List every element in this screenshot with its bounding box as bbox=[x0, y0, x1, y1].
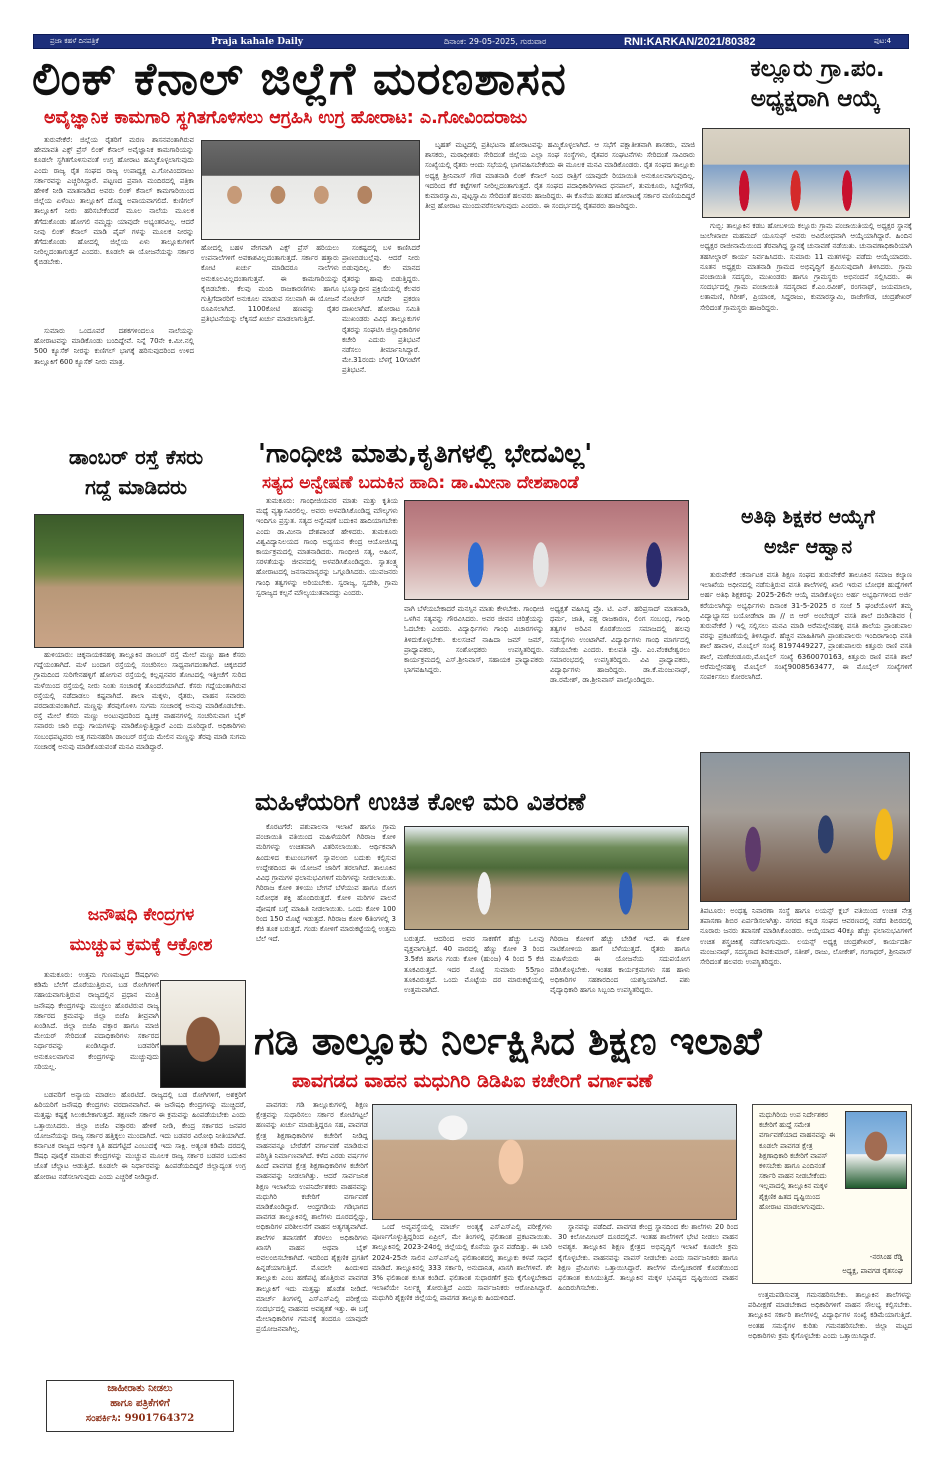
story8-col1-text: ಪಾವಗಡ: ಗಡಿ ತಾಲ್ಲೂಕುಗಳಲ್ಲಿ ಶಿಕ್ಷಣ ಕ್ಷೇತ್ರವನ್ನು ಸುಧಾರಿಸಲು ಸರ್ಕಾರ ಕೋಟಿಗಟ್ಟಲೆ ಹಣವನ್ನು ಖರ್ಚು ಮಾಡುತ್ತಿದ್ದರೂ ಸಹ, ಪಾವಗಡ ಕ್ಷೇತ್ರ ಶಿಕ್ಷಣಾಧಿಕಾರಿಗಳ ಕಚೇರಿಗೆ ನೀಡಿದ್ದ ವಾಹನವನ್ನೂ ಬೇರೆಡೆಗೆ ವರ್ಗಾವಣೆ ಮಾಡಿರುವ ಪರಿಸ್ಥಿತಿ ನಿರ್ಮಾಣವಾಗಿದೆ. ಕಳೆದ ಎರಡು ವರ್ಷಗಳ ಹಿಂದೆ ಪಾವಗಡ ಕ್ಷೇತ್ರ ಶಿಕ್ಷಣಾಧಿಕಾರಿಗಳ ಕಚೇರಿಗೆ ವಾಹನವನ್ನು ನೀಡಲಾಗಿತ್ತು. ಆದರೆ ಸಾರ್ವಜನಿಕ ಶಿಕ್ಷಣ ಇಲಾಖೆಯ ಉಪನಿರ್ದೇಶಕರು ವಾಹನವನ್ನು ಮಧುಗಿರಿ ಕಚೇರಿಗೆ ವರ್ಗಾವಣೆ ಮಾಡಿಕೊಂಡಿದ್ದಾರೆ. ಆಂಧ್ರಗಡಿಯ ಗಡಿಭಾಗದ ಪಾವಗಡ ತಾಲ್ಲೂಕಿನಲ್ಲಿ ಶಾಲೆಗಳು ದೂರದಲ್ಲಿದ್ದು, ಅಧಿಕಾರಿಗಳ ಪರಿಶೀಲನೆಗೆ ವಾಹನ ಅತ್ಯಗತ್ಯವಾಗಿದೆ. ಶಾಲೆಗಳ ತಪಾಸಣೆಗೆ ತೆರಳಲು ಅಧಿಕಾರಿಗಳು ಖಾಸಗಿ ವಾಹನ ಅಥವಾ ಬೈಕ್ ಅವಲಂಬಿಸಬೇಕಾಗಿದೆ. ಇದರಿಂದ ಶೈಕ್ಷಣಿಕ ಪ್ರಗತಿಗೆ ಹಿನ್ನಡೆಯಾಗುತ್ತಿದೆ. ಮೊದಲೇ ಹಿಂದುಳಿದ ತಾಲ್ಲೂಕು ಎಂಬ ಹಣೆಪಟ್ಟಿ ಹೊತ್ತಿರುವ ಪಾವಗಡ ತಾಲ್ಲೂಕಿಗೆ ಇದು ಮತ್ತಷ್ಟು ಹೊಡೆತ ನೀಡಿದೆ. ಮಾರ್ಚ್ ತಿಂಗಳಲ್ಲಿ ಎಸ್ಎಸ್ಎಲ್ಸಿ ಪರೀಕ್ಷೆಯ ಸಂದರ್ಭದಲ್ಲಿ ವಾಹನದ ಅವಶ್ಯಕತೆ ಇತ್ತು. ಈ ಬಗ್ಗೆ ಮೇಲಾಧಿಕಾರಿಗಳ ಗಮನಕ್ಕೆ ತಂದರೂ ಯಾವುದೇ ಪ್ರಯೋಜನವಾಗಿಲ್ಲ. bbox=[256, 1101, 368, 1334]
story1-column-1b bbox=[34, 326, 194, 431]
paper-name-english: Praja kahale Daily bbox=[211, 36, 303, 47]
story6-col1-text: ಕೊರಟಗೆರೆ: ಪಶುಪಾಲನಾ ಇಲಾಖೆ ಹಾಗೂ ಗ್ರಾಮ ಪಂಚಾಯಿತಿ ವತಿಯಿಂದ ಮಹಿಳೆಯರಿಗೆ ಗಿರಿರಾಜ ಕೋಳಿ ಮರಿಗಳನ್ನು ಉಚಿತವಾಗಿ ವಿತರಿಸಲಾಯಿತು. ಆರ್ಥಿಕವಾಗಿ ಹಿಂದುಳಿದ ಕುಟುಂಬಗಳಿಗೆ ಸ್ವಾವಲಂಬಿ ಬದುಕು ಕಲ್ಪಿಸುವ ಉದ್ದೇಶದಿಂದ ಈ ಯೋಜನೆ ಜಾರಿಗೆ ತರಲಾಗಿದೆ. ತಾಲೂಕಿನ ವಿವಿಧ ಗ್ರಾಮಗಳ ಫಲಾನುಭವಿಗಳಿಗೆ ಮರಿಗಳನ್ನು ನೀಡಲಾಯಿತು. ಗಿರಿರಾಜ ಕೋಳಿ ತಳಿಯು ಬೇಗನೆ ಬೆಳೆಯುವ ಹಾಗೂ ರೋಗ ನಿರೋಧಕ ಶಕ್ತಿ ಹೊಂದಿರುತ್ತದೆ. ಕೋಳಿ ಮರಿಗಳ ಪಾಲನೆ ಪೋಷಣೆ ಬಗ್ಗೆ ಮಾಹಿತಿ ನೀಡಲಾಯಿತು. ಒಂದು ಕೋಳಿ 100 ರಿಂದ 150 ಮೊಟ್ಟೆ ಇಡುತ್ತದೆ. ಗಿರಿರಾಜ ಕೋಳಿ 6ತಿಂಗಳಲ್ಲಿ 3 ಕೆಜಿ ತೂಕ ಬರುತ್ತದೆ. ಗಂಡು ಕೋಳಿಗೆ ಮಾರುಕಟ್ಟೆಯಲ್ಲಿ ಉತ್ತಮ ಬೆಲೆ ಇದೆ. bbox=[256, 823, 396, 944]
story1-column-3 bbox=[342, 243, 420, 431]
story4-caption-left-text: ವಾಗಿ ಬೆಳೆಯಬೇಕಾದರೆ ಮನಸ್ಸಿನ ಮಾತು ಕೇಳಬೇಕು. ಗಾಂಧೀಜಿ ಒಳಗಿನ ಸತ್ಯವನ್ನು ಗೌರವಿಸಿದರು. ಅವರ ಜೀವನ ಚರಿತ್ರೆಯನ್ನು ಓದಬೇಕು ಎಂದರು. ವಿದ್ಯಾರ್ಥಿಗಳು ಗಾಂಧಿ ವಿಚಾರಗಳನ್ನು ತಿಳಿದುಕೊಳ್ಳಬೇಕು. ಕುಲಸಚಿವೆ ನಾಹಿದಾ ಜಮ್ ಜಮ್, ಪ್ರಾಧ್ಯಾಪಕರು, ಸಂಶೋಧಕರು ಉಪಸ್ಥಿತರಿದ್ದರು. ಕಾರ್ಯಕ್ರಮದಲ್ಲಿ ಎಸ್.ಶ್ರೀನಿವಾಸ್, ಸಹಾಯಕ ಪ್ರಾಧ್ಯಾಪಕರು ಭಾಗವಹಿಸಿದ್ದರು. bbox=[404, 605, 544, 675]
story1-caption-text: ಹೋದಲ್ಲಿ ಬಹಳ ವೇಗವಾಗಿ ಎಕ್ಸ್ ಪ್ರೆಸ್ ಹರಿಯಲು ಉಪನಾಲೆಗಳಿಗೆ ಅವಕಾಶವಿಲ್ಲದಂತಾಗುತ್ತದೆ. ಸರ್ಕಾರ ಹತ್ತಾರು ಕೋಟಿ ಖರ್ಚು ಮಾಡಿದರೂ ನಾಲೆಗಳು ಅನುಕೂಲವಿಲ್ಲದಂತಾಗುತ್ತವೆ. ಈ ಕಾಮಗಾರಿಯನ್ನು ಕೈಬಿಡಬೇಕು. ಕೆಲವು ಮಂದಿ ರಾಜಕಾರಣಿಗಳು ಹಾಗೂ ಗುತ್ತಿಗೆದಾರರಿಗೆ ಅನುಕೂಲ ಮಾಡುವ ಸಲುವಾಗಿ ಈ ಯೋಜನೆ ರೂಪಿಸಲಾಗಿದೆ. 1100ಕೋಟಿ ಹಣವನ್ನು ರೈತರ ಪ್ರತಿಭಟನೆಯನ್ನು ಲೆಕ್ಕಿಸದೆ ಖರ್ಚು ಮಾಡಲಾಗುತ್ತಿದೆ. bbox=[201, 244, 339, 324]
story8-headline: ಗಡಿ ತಾಲ್ಲೂಕು ನಿರ್ಲಕ್ಷಿಸಿದ ಶಿಕ್ಷಣ ಇಲಾಖೆ bbox=[254, 1019, 762, 1063]
protest-group-photo bbox=[201, 140, 420, 240]
quote-box bbox=[752, 1104, 912, 1284]
story7-headline-line1: ಜನೌಷಧಿ ಕೇಂದ್ರಗಳ bbox=[87, 905, 195, 925]
story1-photo-caption bbox=[201, 243, 339, 431]
story5-headline-line1: ಅತಿಥಿ ಶಿಕ್ಷಕರ ಆಯ್ಕೆಗೆ bbox=[741, 506, 875, 528]
story4-col1-text: ತುಮಕೂರು: ಗಾಂಧೀಜಿಯವರ ಮಾತು ಮತ್ತು ಕೃತಿಯ ಮಧ್ಯೆ ವ್ಯತ್ಯಾಸವಿರಲಿಲ್ಲ. ಅವರು ಅಳವಡಿಸಿಕೊಂಡಿದ್ದ ಮೌಲ್ಯಗಳು ಇಂದಿಗೂ ಪ್ರಸ್ತುತ. ಸತ್ಯದ ಅನ್ವೇಷಣೆ ಬದುಕಿನ ಹಾದಿಯಾಗಬೇಕು ಎಂದು ಡಾ.ಮೀನಾ ದೇಶಪಾಂಡೆ ಹೇಳಿದರು. ತುಮಕೂರು ವಿಶ್ವವಿದ್ಯಾನಿಲಯದ ಗಾಂಧಿ ಅಧ್ಯಯನ ಕೇಂದ್ರ ಆಯೋಜಿಸಿದ್ದ ಕಾರ್ಯಕ್ರಮದಲ್ಲಿ ಮಾತನಾಡಿದರು. ಗಾಂಧೀಜಿ ಸತ್ಯ, ಅಹಿಂಸೆ, ಸರಳತೆಯನ್ನು ಜೀವನದಲ್ಲಿ ಅಳವಡಿಸಿಕೊಂಡಿದ್ದರು. ಸ್ವಾತಂತ್ರ್ಯ ಹೋರಾಟದಲ್ಲಿ ಜನಸಾಮಾನ್ಯರನ್ನು ಒಗ್ಗೂಡಿಸಿದರು. ಯುವಜನರು ಗಾಂಧಿ ತತ್ವಗಳನ್ನು ಅರಿಯಬೇಕು. ಸ್ವರಾಜ್ಯ, ಸ್ವದೇಶಿ, ಗ್ರಾಮ ಸ್ವರಾಜ್ಯದ ಕಲ್ಪನೆ ಮೌಲ್ಯಯುತವಾದದ್ದು ಎಂದರು. bbox=[256, 497, 398, 597]
story1-column-1 bbox=[34, 135, 194, 323]
rni-number: RNI:KARKAN/2021/80382 bbox=[624, 35, 756, 48]
politician-portrait bbox=[160, 980, 246, 1088]
story8-column-3 bbox=[558, 1222, 738, 1430]
story5-headline-line2: ಅರ್ಜಿ ಆಹ್ವಾನ bbox=[763, 536, 853, 558]
advertisement-contact-box bbox=[46, 1380, 234, 1432]
story5-caption bbox=[700, 906, 912, 1014]
ad-phone-number[interactable]: 9901764372 bbox=[124, 1413, 195, 1424]
story6-caption-left bbox=[404, 934, 544, 1014]
ad-contact-label: ಸಂಪರ್ಕಿಸಿ: bbox=[85, 1413, 122, 1424]
eye-camp-photo bbox=[700, 752, 910, 902]
story8-column-2 bbox=[372, 1222, 552, 1430]
quote-text-upper bbox=[759, 1110, 843, 1211]
story3-body bbox=[34, 650, 246, 876]
story1-subheadline: ಅವೈಜ್ಞಾನಿಕ ಕಾಮಗಾರಿ ಸ್ಥಗಿತಗೊಳಿಸಲು ಆಗ್ರಹಿಸಿ ಉಗ್ರ ಹೋರಾಟ: ಎ.ಗೋವಿಂದರಾಜು bbox=[44, 108, 528, 128]
quote-author-title: ಅಧ್ಯಕ್ಷ, ಪಾವಗಡ ರೈತಸಂಘ bbox=[842, 1267, 903, 1275]
motorbike-photo bbox=[372, 1104, 737, 1220]
story8-col4-text: ಉತ್ತಮಪಡಿಸುವತ್ತ ಗಮನಹರಿಸಬೇಕು. ತಾಲ್ಲೂಕಿನ ಶಾಲೆಗಳನ್ನು ಪರಿವೀಕ್ಷಣೆ ಮಾಡಬೇಕಾದ ಅಧಿಕಾರಿಗಳಿಗೆ ವಾಹನ ಸೌಲಭ್ಯ ಕಲ್ಪಿಸಬೇಕು. ತಾಲ್ಲೂಕಿನ ಸರ್ಕಾರಿ ಶಾಲೆಗಳಲ್ಲಿ ವಿದ್ಯಾರ್ಥಿಗಳ ಸಂಖ್ಯೆ ಕಡಿಮೆಯಾಗುತ್ತಿದೆ. ಅಂತಹ ಸಮಸ್ಯೆಗಳ ಕುರಿತು ಗಮನಹರಿಸಬೇಕು. ಜಿಲ್ಲಾ ಮಟ್ಟದ ಅಧಿಕಾರಿಗಳು ಕ್ರಮ ಕೈಗೊಳ್ಳಬೇಕು ಎಂದು ಒತ್ತಾಯಿಸಿದ್ದಾರೆ. bbox=[748, 1291, 912, 1340]
quote-author: -ನರಸಿಂಹ ರೆಡ್ಡಿ bbox=[869, 1253, 903, 1261]
masthead-bar bbox=[33, 34, 909, 49]
story1-col1-text: ತುರುವೇಕೆರೆ: ಜಿಲ್ಲೆಯ ರೈತರಿಗೆ ಮರಣ ಶಾಸನವಂತಾಗಿರುವ ಹೇಮಾವತಿ ಎಕ್ಸ್ ಪ್ರೆಸ್ ಲಿಂಕ್ ಕೆನಾಲ್ ಅವೈಜ್ಞಾನಿಕ ಕಾಮಗಾರಿಯನ್ನು ಕೂಡಲೇ ಸ್ಥಗಿತಗೊಳಿಸುವಂತೆ ಉಗ್ರ ಹೋರಾಟ ಹಮ್ಮಿಕೊಳ್ಳಲಾಗುವುದು ಎಂದು ರಾಜ್ಯ ರೈತ ಸಂಘದ ರಾಜ್ಯ ಉಪಾಧ್ಯಕ್ಷ ಎ.ಗೋವಿಂದರಾಜು ಸರ್ಕಾರವನ್ನು ಎಚ್ಚರಿಸಿದ್ದಾರೆ. ಪಟ್ಟಣದ ಪ್ರವಾಸಿ ಮಂದಿರದಲ್ಲಿ ಪತ್ರಿಕಾ ಹೇಳಿಕೆ ನೀಡಿ ಮಾತನಾಡಿದ ಅವರು ಲಿಂಕ್ ಕೆನಾಲ್ ಕಾಮಗಾರಿಯಿಂದ ಜಿಲ್ಲೆಯ ಏಳೆಂಟು ತಾಲ್ಲೂಕಿಗೆ ದೊಡ್ಡ ಅಪಾಯವಾಗಲಿದೆ. ಕುಣಿಗಲ್ ತಾಲ್ಲೂಕಿಗೆ ನೀರು ಹರಿಸಬೇಕೆಂದರೆ ಮೂಲ ನಾಲೆಯ ಮೂಲಕ ತೆಗೆದುಕೊಂಡು ಹೋಗಲಿ ನಮ್ಮದ್ದು ಯಾವುದೇ ಅಭ್ಯಂತರವಿಲ್ಲ. ಆದರೆ ನೀವು ಲಿಂಕ್ ಕೆನಾಲ್ ಮಾಡಿ ಪೈಪ್ ಗಳನ್ನು ಮೂಲಕ ನೀರನ್ನು ತೆಗೆದುಕೊಂಡು ಹೋದಲ್ಲಿ ಜಿಲ್ಲೆಯ ಏಳು ತಾಲ್ಲೂಕುಗಳಿಗೆ ನೀರಿಲ್ಲದಂತಾಗುತ್ತದೆ ಎಂದರು. ಕೂಡಲೇ ಈ ಯೋಜನೆಯನ್ನು ಸರ್ಕಾರ ಕೈಬಿಡಬೇಕು. bbox=[34, 136, 194, 267]
story4-subheadline: ಸತ್ಯದ ಅನ್ವೇಷಣೆ ಬದುಕಿನ ಹಾದಿ: ಡಾ.ಮೀನಾ ದೇಶಪಾಂಡೆ bbox=[262, 473, 579, 493]
story5-body bbox=[700, 570, 912, 748]
story1-col3-text: ಸಂಕಷ್ಟದಲ್ಲಿ ಬಳ ಕಾಣಿಸಿದರೆ ಪ್ರಾಣಬಿಡಬಲ್ಲೆವು. ಆದರೆ ನೀರು ಬಿಡುವುದಿಲ್ಲ. ಕೆಲ ಮಾನದ ರೈತರನ್ನು ಹಾವು ಬಿಡುತ್ತಿದ್ದರು. ಭೂಸ್ವಾಧೀನ ಪ್ರಕ್ರಿಯೆಯಲ್ಲಿ ಕೆಲವರ ನೋಟೀಸ್ ಸಿಗದೇ ಪ್ರಕರಣ ದಾಖಲಾಗಿದೆ. ಹೋರಾಟ ಸಮಿತಿ ಮುಖಂಡರು ವಿವಿಧ ತಾಲ್ಲೂಕುಗಳ ರೈತರನ್ನು ಸಂಘಟಿಸಿ ಜಿಲ್ಲಾಧಿಕಾರಿಗಳ ಕಚೇರಿ ಎದುರು ಪ್ರತಿಭಟನೆ ನಡೆಸಲು ತೀರ್ಮಾನಿಸಿದ್ದಾರೆ. ಮೇ.31ರಂದು ಬೆಳಗ್ಗೆ 10ಗಂಟೆಗೆ ಪ್ರತಿಭಟನೆ. bbox=[342, 244, 420, 375]
story6-caption-left-text: ಬರುತ್ತದೆ. ಆದರಿಂದ ಅವರ ಸಾಕಣೆಗೆ ಹೆಚ್ಚು ಒಲವು ವ್ಯಕ್ತವಾಗುತ್ತಿದೆ. 40 ವಾರದಲ್ಲಿ ಹೆಣ್ಣು ಕೋಳಿ 3 ರಿಂದ 3.5ಕೆಜಿ ಹಾಗೂ ಗಂಡು ಕೋಳಿ (ಹುಂಜ) 4 ರಿಂದ 5 ಕೆಜಿ ತೂಕವಿರುತ್ತದೆ. ಇದರ ಮೊಟ್ಟೆ ಸುಮಾರು 55ಗ್ರಾಂ ತೂಕವಿರುತ್ತದೆ. ಒಂದು ಮೊಟ್ಟೆಯ ದರ ಮಾರುಕಟ್ಟೆಯಲ್ಲಿ ಉತ್ತಮವಾಗಿದೆ. bbox=[404, 935, 544, 995]
issue-date: ದಿನಾಂಕ: 29-05-2025, ಗುರುವಾರ bbox=[444, 36, 547, 46]
story2-body bbox=[700, 221, 912, 489]
story8-column-4 bbox=[748, 1290, 912, 1430]
story6-caption-right bbox=[550, 934, 690, 1014]
garland-felicitation-photo bbox=[702, 128, 910, 218]
farmer-leader-portrait bbox=[845, 1111, 907, 1189]
quote-text-lower-area bbox=[759, 1195, 907, 1243]
story2-headline-line1: ಕಲ್ಲೂರು ಗ್ರಾ.ಪಂ. bbox=[750, 56, 885, 82]
story3-headline-line2: ಗದ್ದೆ ಮಾಡಿದರು bbox=[85, 475, 187, 499]
ad-line-3 bbox=[47, 1411, 233, 1426]
story4-headline: 'ಗಾಂಧೀಜಿ ಮಾತು,ಕೃತಿಗಳಲ್ಲಿ ಭೇದವಿಲ್ಲ' bbox=[258, 439, 593, 469]
story7-body-bottom bbox=[34, 1090, 246, 1374]
story2-text: ಗುಬ್ಬಿ: ತಾಲ್ಲೂಕಿನ ಕಡಬ ಹೋಬಳಿಯ ಕಲ್ಲೂರು ಗ್ರಾಮ ಪಂಚಾಯಿತಿಯಲ್ಲಿ ಅಧ್ಯಕ್ಷರ ಸ್ಥಾನಕ್ಕೆ ಜುಲೇಖಾಬೀ ಮಹಮದ್ ಯೂಸುಫ್ ಅವರು ಅವಿರೋಧವಾಗಿ ಆಯ್ಕೆಯಾಗಿದ್ದಾರೆ. ಹಿಂದಿನ ಅಧ್ಯಕ್ಷರ ರಾಜೀನಾಮೆಯಿಂದ ತೆರವಾಗಿದ್ದ ಸ್ಥಾನಕ್ಕೆ ಚುನಾವಣೆ ನಡೆಯಿತು. ಚುನಾವಣಾಧಿಕಾರಿಯಾಗಿ ತಹಸೀಲ್ದಾರ್ ಕಾರ್ಯ ನಿರ್ವಹಿಸಿದರು. ಸುಮಾರು 11 ಮತಗಳನ್ನು ಪಡೆದು ಆಯ್ಕೆಯಾದರು. ನೂತನ ಅಧ್ಯಕ್ಷರು ಮಾತನಾಡಿ ಗ್ರಾಮದ ಅಭಿವೃದ್ಧಿಗೆ ಶ್ರಮಿಸುವುದಾಗಿ ತಿಳಿಸಿದರು. ಗ್ರಾಮ ಪಂಚಾಯಿತಿ ಸದಸ್ಯರು, ಮುಖಂಡರು ಹಾಗೂ ಗ್ರಾಮಸ್ಥರು ಅಭಿನಂದನೆ ಸಲ್ಲಿಸಿದರು. ಈ ಸಂದರ್ಭದಲ್ಲಿ ಗ್ರಾಮ ಪಂಚಾಯಿತಿ ಸದಸ್ಯರಾದ ಕೆ.ಎಂ.ರವೀಶ್, ರಂಗನಾಥ್, ಜಯಮಾಲಾ, ಲತಾಮಣಿ, ಗಿರೀಶ್, ಪ್ರಿಯಾಂಕ, ಸಿದ್ದರಾಜು, ಕುಮಾರಸ್ವಾಮಿ, ರಾಜೇಗೌಡ, ಚಂದ್ರಶೇಖರ್ ಸೇರಿದಂತೆ ಗ್ರಾಮಸ್ಥರು ಹಾಜರಿದ್ದರು. bbox=[700, 222, 912, 312]
story7-top-text: ತುಮಕೂರು: ಉತ್ತಮ ಗುಣಮಟ್ಟದ ಔಷಧಿಗಳು ಕಡಿಮೆ ಬೆಲೆಗೆ ದೊರೆಯುತ್ತಿರುವ, ಬಡ ರೋಗಿಗಳಿಗೆ ಸಹಾಯವಾಗುತ್ತಿರುವ ರಾಜ್ಯದಲ್ಲಿನ ಪ್ರಧಾನ ಮಂತ್ರಿ ಜನೌಷಧಿ ಕೇಂದ್ರಗಳನ್ನು ಮುಚ್ಚಲು ಹೊರಟಿರುವ ರಾಜ್ಯ ಸರ್ಕಾರದ ಕ್ರಮವನ್ನು ಜಿಲ್ಲಾ ಬಿಜೆಪಿ ತೀವ್ರವಾಗಿ ಖಂಡಿಸಿದೆ. ಜಿಲ್ಲಾ ಬಿಜೆಪಿ ವಕ್ತಾರ ಹಾಗೂ ಮಾಜಿ ಮೇಯರ್ ಸೇರಿದಂತೆ ಪದಾಧಿಕಾರಿಗಳು ಸರ್ಕಾರದ ನಿರ್ಧಾರವನ್ನು ಖಂಡಿಸಿದ್ದಾರೆ. ಬಡವರಿಗೆ ಅನುಕೂಲವಾಗುವ ಕೇಂದ್ರಗಳನ್ನು ಮುಚ್ಚುವುದು ಸರಿಯಲ್ಲ. bbox=[34, 971, 159, 1071]
story4-column-1 bbox=[256, 496, 398, 786]
story1-column-4 bbox=[425, 140, 695, 432]
page-number: ಪುಟ:4 bbox=[874, 37, 892, 45]
story8-subheadline: ಪಾವಗಡದ ವಾಹನ ಮಧುಗಿರಿ ಡಿಡಿಪಿಐ ಕಚೇರಿಗೆ ವರ್ಗಾವಣೆ bbox=[292, 1070, 653, 1092]
muddy-road-photo bbox=[34, 514, 244, 648]
story7-body-top bbox=[34, 970, 159, 1088]
story8-col3-text: ಸ್ಥಾನವನ್ನು ಪಡೆದಿದೆ. ಪಾವಗಡ ಕೇಂದ್ರ ಸ್ಥಾನದಿಂದ ಕೆಲ ಶಾಲೆಗಳು 20 ರಿಂದ 30 ಕಿಲೋಮೀಟರ್ ದೂರದಲ್ಲಿವೆ. ಇಂತಹ ಶಾಲೆಗಳಿಗೆ ಭೇಟಿ ನೀಡಲು ವಾಹನ ಅವಶ್ಯಕ. ತಾಲ್ಲೂಕಿನ ಶಿಕ್ಷಣ ಕ್ಷೇತ್ರದ ಅಭಿವೃದ್ಧಿಗೆ ಇಲಾಖೆ ಕೂಡಲೇ ಕ್ರಮ ಕೈಗೊಳ್ಳಬೇಕು. ವಾಹನವನ್ನು ವಾಪಸ್ ನೀಡಬೇಕು ಎಂದು ಸಾರ್ವಜನಿಕರು ಹಾಗೂ ಶಿಕ್ಷಣ ಪ್ರೇಮಿಗಳು ಒತ್ತಾಯಿಸಿದ್ದಾರೆ. ಶಾಲೆಗಳ ಮೇಲ್ವಿಚಾರಣೆ ಕೊರತೆಯಿಂದ ಫಲಿತಾಂಶ ಕುಸಿಯುತ್ತಿದೆ. ತಾಲ್ಲೂಕಿನ ಮಕ್ಕಳ ಭವಿಷ್ಯದ ದೃಷ್ಟಿಯಿಂದ ವಾಹನ ಹಿಂದಿರುಗಿಸಬೇಕು. bbox=[558, 1223, 738, 1293]
story6-headline: ಮಹಿಳೆಯರಿಗೆ ಉಚಿತ ಕೋಳಿ ಮರಿ ವಿತರಣೆ bbox=[255, 788, 586, 816]
story7-headline-line2: ಮುಚ್ಚುವ ಕ್ರಮಕ್ಕೆ ಆಕ್ರೋಶ bbox=[69, 935, 213, 955]
story2-headline-line2: ಅಧ್ಯಕ್ಷರಾಗಿ ಆಯ್ಕೆ bbox=[750, 86, 881, 112]
story1-col4-text: ಬೃಹತ್ ಮಟ್ಟದಲ್ಲಿ ಪ್ರತಿಭಟನಾ ಹೋರಾಟವನ್ನು ಹಮ್ಮಿಕೊಳ್ಳಲಾಗಿದೆ. ಆ ಸಭೆಗೆ ಪಕ್ಷಾತೀತವಾಗಿ ಶಾಸಕರು, ಮಾಜಿ ಶಾಸಕರು, ಮಠಾಧೀಶರು ಸೇರಿದಂತೆ ಜಿಲ್ಲೆಯ ಎಲ್ಲಾ ಸಂಘ ಸಂಸ್ಥೆಗಳು, ರೈತಪರ ಸಂಘಟನೆಗಳು ಸೇರಿದಂತೆ ಸಾವಿರಾರು ಸಂಖ್ಯೆಯಲ್ಲಿ ರೈತರು ಆಂದು ಸಭೆಯಲ್ಲಿ ಭಾಗವಹಿಸಬೇಕೆಂದು ಈ ಮೂಲಕ ಮನವಿ ಮಾಡಿಕೊಂಡರು. ರೈತ ಸಂಘದ ತಾಲ್ಲೂಕು ಅಧ್ಯಕ್ಷ ಶ್ರೀನಿವಾಸ್ ಗೌಡ ಮಾತನಾಡಿ ಲಿಂಕ್ ಕೆನಾಲ್ ನಿಂದ ರಾತ್ರಿಗೆ ಯಾವುದೇ ರಿಯಾಯಿತಿ ಅನುಕೂಲವಾಗುವುದಿಲ್ಲ. ಇದರಿಂದ ಕೆರೆ ಕಟ್ಟೆಗಳಿಗೆ ನೀರಿಲ್ಲದಂತಾಗುತ್ತದೆ. ರೈತ ಸಂಘದ ಪದಾಧಿಕಾರಿಗಳಾದ ಧನಪಾಲ್, ತುಮಕೂರು, ಸಿದ್ದೇಗೌಡ, ಕುಮಾರಸ್ವಾಮಿ, ಪುಟ್ಟಸ್ವಾಮಿ ಸೇರಿದಂತೆ ಹಲವರು ಹಾಜರಿದ್ದರು. ಈ ಕೊನೆಯ ಹಂತದ ಹೋರಾಟಕ್ಕೆ ಸರ್ಕಾರ ಮಣಿಯದಿದ್ದರೆ ತೀವ್ರ ಹೋರಾಟ ಮುಂದುವರೆಸಲಾಗುವುದು ಎಂದರು. ಈ ಸಂದರ್ಭದಲ್ಲಿ ರೈತಪರರು ಹಾಜರಿದ್ದರು. bbox=[425, 141, 695, 211]
story5-caption-text: ತಿಪಟೂರು: ಅಂಧತ್ವ ನಿವಾರಣಾ ಸಂಸ್ಥೆ ಹಾಗೂ ಲಯನ್ಸ್ ಕ್ಲಬ್ ವತಿಯಿಂದ ಉಚಿತ ನೇತ್ರ ತಪಾಸಣಾ ಶಿಬಿರ ಏರ್ಪಡಿಸಲಾಗಿತ್ತು. ನಗರದ ಕನ್ನಡ ಸಂಘದ ಆವರಣದಲ್ಲಿ ನಡೆದ ಶಿಬಿರದಲ್ಲಿ ನೂರಾರು ಜನರು ತಪಾಸಣೆ ಮಾಡಿಸಿಕೊಂಡರು. ಆಯ್ಕೆಯಾದ 40ಕ್ಕೂ ಹೆಚ್ಚು ಫಲಾನುಭವಿಗಳಿಗೆ ಉಚಿತ ಶಸ್ತ್ರಚಿಕಿತ್ಸೆ ನಡೆಸಲಾಗುವುದು. ಲಯನ್ಸ್ ಅಧ್ಯಕ್ಷ ಚಂದ್ರಶೇಖರ್, ಕಾರ್ಯದರ್ಶಿ ಮಂಜುನಾಥ್, ಸದಸ್ಯರಾದ ಶಿವಕುಮಾರ್, ಸತೀಶ್, ರಾಜು, ಲೋಕೇಶ್, ಗಂಗಾಧರ್, ಶ್ರೀನಿವಾಸ್ ಸೇರಿದಂತೆ ಹಲವರು ಉಪಸ್ಥಿತರಿದ್ದರು. bbox=[700, 907, 912, 967]
story4-caption-left bbox=[404, 604, 544, 786]
story3-text: ಹುಳಿಯಾರು: ಚಿಕ್ಕನಾಯಕನಹಳ್ಳಿ ತಾಲ್ಲೂಕಿನ ಡಾಂಬರ್ ರಸ್ತೆ ಮೇಲೆ ಮಣ್ಣು ಹಾಕಿ ಕೆಸರು ಗದ್ದೆಯಂತಾಗಿದೆ. ಮಳೆ ಬಂದಾಗ ರಸ್ತೆಯಲ್ಲಿ ಸಂಚರಿಸಲು ಸಾಧ್ಯವಾಗದಂತಾಗಿದೆ. ಚಿಕ್ಕಬಿದರೆ ಗ್ರಾಮದಿಂದ ಸುರಿಗೇನಹಳ್ಳಿಗೆ ಹೋಗುವ ರಸ್ತೆಯಲ್ಲಿ ಕಲ್ಲಪ್ಪನವರ ತೋಟದಲ್ಲಿ ಇತ್ತೀಚೆಗೆ ಸುರಿದ ಮಳೆಯಿಂದ ರಸ್ತೆಯಲ್ಲಿ ನೀರು ನಿಂತು ಸಂಚಾರಕ್ಕೆ ತೊಂದರೆಯಾಗಿದೆ. ಕೆಸರು ಗದ್ದೆಯಂತಾಗಿರುವ ರಸ್ತೆಯಲ್ಲಿ ನಡೆದಾಡಲು ಕಷ್ಟವಾಗಿದೆ. ಶಾಲಾ ಮಕ್ಕಳು, ರೈತರು, ವಾಹನ ಸವಾರರು ಪರದಾಡುವಂತಾಗಿದೆ. ಮಣ್ಣನ್ನು ತೆರವುಗೊಳಿಸಿ ಸುಗಮ ಸಂಚಾರಕ್ಕೆ ಅನುವು ಮಾಡಿಕೊಡಬೇಕು. ರಸ್ತೆ ಮೇಲೆ ಕೆಸರು ಮಣ್ಣು ಅಂಟುವುದರಿಂದ ದ್ವಿಚಕ್ರ ವಾಹನಗಳಲ್ಲಿ ಸಂಚರಿಸುವಾಗ ಬೈಕ್ ಸವಾರರು ಜಾರಿ ಬಿದ್ದು ಗಾಯಗಳನ್ನು ಮಾಡಿಕೊಳ್ಳುತ್ತಿದ್ದಾರೆ ಎಂದು ದೂರಿದ್ದಾರೆ. ಅಧಿಕಾರಿಗಳು ಸಂಬಂಧಪಟ್ಟವರು ಅತ್ತ ಗಮನಹರಿಸಿ ಡಾಂಬರ್ ರಸ್ತೆಯ ಮೇಲಿನ ಮಣ್ಣನ್ನು ತೆರವು ಮಾಡಿ ಸುಗಮ ಸಂಚಾರಕ್ಕೆ ಅನುವು ಮಾಡಿಕೊಡುವಂತೆ ಮನವಿ ಮಾಡಿದ್ದಾರೆ. bbox=[34, 651, 246, 751]
story6-caption-right-text: ಗಿರಿರಾಜ ಕೋಳಿಗೆ ಹೆಚ್ಚು ಬೇಡಿಕೆ ಇದೆ. ಈ ಕೋಳಿ ನಾಟಿಕೋಳಿಯ ಹಾಗೆ ಬೆಳೆಯುತ್ತದೆ. ರೈತರು ಹಾಗೂ ಮಹಿಳೆಯರು ಈ ಯೋಜನೆಯ ಸದುಪಯೋಗ ಪಡಿಸಿಕೊಳ್ಳಬೇಕು. ಇಂತಹ ಕಾರ್ಯಕ್ರಮಗಳು ಸಹ ಹಾಳು ಅಧಿಕಾರಿಗಳ ಸಹಕಾರದಿಂದ ಯಶಸ್ವಿಯಾಗಿದೆ. ಪಶು ವೈದ್ಯಾಧಿಕಾರಿ ಹಾಗೂ ಸಿಬ್ಬಂದಿ ಉಪಸ್ಥಿತರಿದ್ದರು. bbox=[550, 935, 690, 995]
story7-bottom-text: ಬಡವರಿಗೆ ಅನ್ಯಾಯ ಮಾಡಲು ಹೊರಟಿದೆ. ರಾಜ್ಯದಲ್ಲಿ ಬಡ ರೋಗಿಗಳಿಗೆ, ಅಶಕ್ತರಿಗೆ ಹಿರಿಯರಿಗೆ ಜನೌಷಧಿ ಕೇಂದ್ರಗಳು ವರದಾನವಾಗಿವೆ. ಈ ಜನೌಷಧಿ ಕೇಂದ್ರಗಳನ್ನು ಮುಚ್ಚಿದರೆ, ಮತ್ತಷ್ಟು ಕಷ್ಟಕ್ಕೆ ಸಿಲುಕಬೇಕಾಗುತ್ತದೆ. ತಕ್ಷಣವೇ ಸರ್ಕಾರ ಈ ಕ್ರಮವನ್ನು ಹಿಂಪಡೆಯಬೇಕು ಎಂದು ಒತ್ತಾಯಿಸಿದರು. ಜಿಲ್ಲಾ ಬಿಜೆಪಿ ವಕ್ತಾರರು ಹೇಳಿಕೆ ನೀಡಿ, ಕೇಂದ್ರ ಸರ್ಕಾರದ ಜನಪರ ಯೋಜನೆಯನ್ನು ರಾಜ್ಯ ಸರ್ಕಾರ ಹತ್ತಿಕ್ಕಲು ಮುಂದಾಗಿದೆ. ಇದು ಬಡವರ ವಿರೋಧಿ ನೀತಿಯಾಗಿದೆ. ಕರ್ನಾಟಕ ರಾಜ್ಯದ ಆರ್ಥಿಕ ಸ್ಥಿತಿ ಹದಗೆಟ್ಟಿದೆ ಎಂಬುದಕ್ಕೆ ಇದು ಸಾಕ್ಷಿ. ಅತ್ಯಂತ ಕಡಿಮೆ ದರದಲ್ಲಿ ಔಷಧಿ ಪೂರೈಕೆ ಮಾಡುವ ಕೇಂದ್ರಗಳನ್ನು ಮುಚ್ಚುವ ಮೂಲಕ ರಾಜ್ಯ ಸರ್ಕಾರ ಬಡವರ ಬದುಕಿನ ಜೊತೆ ಚೆಲ್ಲಾಟ ಆಡುತ್ತಿದೆ. ಕೂಡಲೇ ಈ ನಿರ್ಧಾರವನ್ನು ಹಿಂಪಡೆಯದಿದ್ದರೆ ಜಿಲ್ಲಾದ್ಯಂತ ಉಗ್ರ ಹೋರಾಟ ನಡೆಸಲಾಗುವುದು ಎಂದು ಎಚ್ಚರಿಕೆ ನೀಡಿದ್ದಾರೆ. bbox=[34, 1091, 246, 1181]
quote-text: ಮಧುಗಿರಿಯ ಉಪ ನಿರ್ದೇಶಕರ ಕಚೇರಿಗೆ ಹುದ್ದೆ ಸಮೇತ ವರ್ಗಾವಣೆಯಾದ ವಾಹನವನ್ನು ಈ ಕೂಡಲೇ ಪಾವಗಡ ಕ್ಷೇತ್ರ ಶಿಕ್ಷಣಾಧಿಕಾರಿ ಕಚೇರಿಗೆ ವಾಪಸ್ ಕಳಿಸಬೇಕು ಹಾಗೂ ಎಂದಿನಂತೆ ಸರ್ಕಾರಿ ವಾಹನ ನೀಡಬೇಕೆಂದು ಇಲ್ಲವಾದಲ್ಲಿ ತಾಲ್ಲೂಕಿನ ಮಕ್ಕಳ ಶೈಕ್ಷಣಿಕ ಹಿತದ ದೃಷ್ಟಿಯಿಂದ ಹೋರಾಟ ಮಾಡಲಾಗುವುದು. bbox=[759, 1111, 836, 1211]
ad-line-1: ಜಾಹೀರಾತು ನೀಡಲು bbox=[107, 1383, 173, 1394]
story3-headline-line1: ಡಾಂಬರ್ ರಸ್ತೆ ಕೆಸರು bbox=[68, 445, 204, 469]
paper-name-kannada: ಪ್ರಜಾ ಕಹಳೆ ದಿನಪತ್ರಿಕೆ bbox=[50, 37, 99, 45]
story4-caption-right bbox=[550, 604, 690, 786]
story5-text: ತುರುವೇಕೆರೆ :ಕರ್ನಾಟಕ ವಸತಿ ಶಿಕ್ಷಣ ಸಂಘದ ತುರುವೇಕೆರೆ ತಾಲೂಕಿನ ಸಮಾಜ ಕಲ್ಯಾಣ ಇಲಾಖೆಯ ಅಧೀನದಲ್ಲಿ ನಡೆಸುತ್ತಿರುವ ವಸತಿ ಶಾಲೆಗಳಲ್ಲಿ ಖಾಲಿ ಇರುವ ಬೋಧಕ ಹುದ್ದೆಗಳಿಗೆ ಅರ್ಹ ಅತಿಥಿ ಶಿಕ್ಷಕರನ್ನು 2025-26ನೇ ಆಯ್ಕೆ ಮಾಡಿಕೊಳ್ಳಲು ಅರ್ಹ ಅಭ್ಯರ್ಥಿಗಳಿಂದ ಅರ್ಜಿ ಕರೆಯಲಾಗಿದ್ದು ಅಭ್ಯರ್ಥಿಗಳು ದಿನಾಂಕ 31-5-2025 ರ ಸಂಜೆ 5 ಘಂಟೆಯೊಳಗೆ ತಮ್ಮ ವಿದ್ಯಾಭ್ಯಾಸದ ಬಯೋಡೇಟಾ ಡಾ // ಬಿ ಆರ್ ಅಂಬೇಡ್ಕರ್ ವಸತಿ ಶಾಲೆ ದಂಡಿನಶಿವರ ( ತುರುವೇಕೆರೆ ) ಇಲ್ಲಿ ಸಲ್ಲಿಸಲು ಮನವಿ ಮಾಡಿ ಅರೆಮಲ್ಲೇನಹಳ್ಳಿ ವಸತಿ ಶಾಲೆಯ ಪ್ರಾಂಶುಪಾಲ ವರನ್ನು ಪ್ರಕಟಣೆಯಲ್ಲಿ ತಿಳಿಸಿದ್ದಾರೆ. ಹೆಚ್ಚಿನ ಮಾಹಿತಿಗಾಗಿ ಪ್ರಾಂಶುಪಾಲರು ಇಂದಿರಾಗಾಂಧಿ ವಸತಿ ಶಾಲೆ ಹಾವಾಳ, ಮೊಬೈಲ್ ಸಂಖ್ಯೆ 8197449227, ಪ್ರಾಂಶುಪಾಲರು ಕಿತ್ತೂರು ರಾಣಿ ವಸತಿ ಶಾಲೆ, ಮಣೆಚಂಡೂರು,ಮೊಬೈಲ್ ಸಂಖ್ಯೆ 6360070163, ಕಿತ್ತೂರು ರಾಣಿ ವಸತಿ ಶಾಲೆ ಅರೆಮಲ್ಲೇನಹಳ್ಳಿ ಮೊಬೈಲ್ ಸಂಖ್ಯೆ9008563477, ಈ ಮೊಬೈಲ್ ಸಂಖ್ಯೆಗಳಿಗೆ ಸಂಪರ್ಕಿಸಲು ಕೋರಲಾಗಿದೆ. bbox=[700, 571, 912, 682]
story8-col2-text: ಒಂದೆ ಅವ್ಯವಸ್ಥೆಯಲ್ಲಿ ಮಾರ್ಚ್ ಅಂತ್ಯಕ್ಕೆ ಎಸ್ಎಸ್ಎಲ್ಸಿ ಪರೀಕ್ಷೆಗಳು ಪೂರ್ಣಗೊಳ್ಳುತ್ತಿದ್ದರಿಂದ ಏಪ್ರಿಲ್, ಮೇ ತಿಂಗಳಲ್ಲಿ ಫಲಿತಾಂಶ ಪ್ರಕಟವಾಯಿತು. ತಾಲ್ಲೂಕಿನಲ್ಲಿ 2023-24ರಲ್ಲಿ ಜಿಲ್ಲೆಯಲ್ಲಿ ಕೊನೆಯ ಸ್ಥಾನ ಪಡೆದಿತ್ತು. ಈ ಬಾರಿ 2024-25ನೇ ಸಾಲಿನ ಎಸ್ಎಸ್ಎಲ್ಸಿ ಫಲಿತಾಂಶದಲ್ಲಿ ತಾಲ್ಲೂಕು ಕಳಪೆ ಸಾಧನೆ ಮಾಡಿದೆ. ತಾಲ್ಲೂಕಿನಲ್ಲಿ 333 ಸರ್ಕಾರಿ, ಅನುದಾನಿತ, ಖಾಸಗಿ ಶಾಲೆಗಳಿವೆ. ಶೇ 3% ಫಲಿತಾಂಶ ಕುಸಿತ ಕಂಡಿದೆ. ಫಲಿತಾಂಶ ಸುಧಾರಣೆಗೆ ಕ್ರಮ ಕೈಗೊಳ್ಳಬೇಕಾದ ಇಲಾಖೆಯೇ ನಿರ್ಲಕ್ಷ್ಯ ತೋರುತ್ತಿದೆ ಎಂದು ಸಾರ್ವಜನಿಕರು ಆರೋಪಿಸಿದ್ದಾರೆ. ಮಧುಗಿರಿ ಶೈಕ್ಷಣಿಕ ಜಿಲ್ಲೆಯಲ್ಲಿ ಪಾವಗಡ ತಾಲ್ಲೂಕು ಹಿಂದುಳಿದಿದೆ. bbox=[372, 1223, 552, 1303]
ad-line-2: ಹಾಗೂ ಪತ್ರಿಕೆಗಳಿಗೆ bbox=[110, 1398, 170, 1409]
story1-col1b-text: ಸುಮಾರು ಒಂದೂವರೆ ದಶಕಗಳಿಂದಲೂ ನಾಲೆಯನ್ನು ಹೋರಾಟವನ್ನು ಮಾಡಿಕೊಂಡು ಬಂದಿದ್ದೇವೆ. ನಿನ್ನೆ 70ನೇ ಕಿ.ಮೀ.ನಲ್ಲಿ 500 ಕ್ಯೂಸೆಕ್ ನೀರನ್ನು ಕುಣಿಗಲ್ ಭಾಗಕ್ಕೆ ಹರಿಸುವುದರಿಂದ ಉಳಿದ ತಾಲ್ಲೂಕಿಗೆ 600 ಕ್ಯೂಸೆಕ್ ನೀರು ಮಾತ್ರ. bbox=[34, 327, 194, 366]
story6-column-1 bbox=[256, 822, 396, 1014]
story4-caption-right-text: ಅಧ್ಯಕ್ಷತೆ ವಹಿಸಿದ್ದ ಪ್ರೊ. ಟಿ. ಎನ್. ಹರಿಪ್ರಸಾದ್ ಮಾತನಾಡಿ, ಧರ್ಮ, ಜಾತಿ, ಪಕ್ಷ ರಾಜಕಾರಣ, ಲಿಂಗ ಸಂಬಂಧ, ಗಾಂಧಿ ತತ್ವಗಳ ಅರಿವಿನ ಕೊರತೆಯಿಂದ ಸಮಾಜದಲ್ಲಿ ಹಲವು ಸಮಸ್ಯೆಗಳು ಉಂಟಾಗಿವೆ. ವಿದ್ಯಾರ್ಥಿಗಳು ಗಾಂಧಿ ಮಾರ್ಗದಲ್ಲಿ ನಡೆಯಬೇಕು ಎಂದರು. ಕುಲಪತಿ ಪ್ರೊ. ಎಂ.ವೆಂಕಟೇಶ್ವರಲು ಸಮಾರಂಭದಲ್ಲಿ ಉಪಸ್ಥಿತರಿದ್ದರು. ವಿವಿ ಪ್ರಾಧ್ಯಾಪಕರು, ವಿದ್ಯಾರ್ಥಿಗಳು ಹಾಜರಿದ್ದರು. ಡಾ.ಕೆ.ಮಂಜುನಾಥ್, ಡಾ.ರಮೇಶ್, ಡಾ.ಶ್ರೀನಿವಾಸ್ ಪಾಲ್ಗೊಂಡಿದ್ದರು. bbox=[550, 605, 690, 685]
story1-headline: ಲಿಂಕ್ ಕೆನಾಲ್ ಜಿಲ್ಲೆಗೆ ಮರಣಶಾಸನ bbox=[32, 52, 567, 105]
poultry-distribution-photo bbox=[404, 826, 689, 930]
gandhi-event-photo bbox=[404, 500, 689, 600]
story8-column-1 bbox=[256, 1100, 368, 1430]
